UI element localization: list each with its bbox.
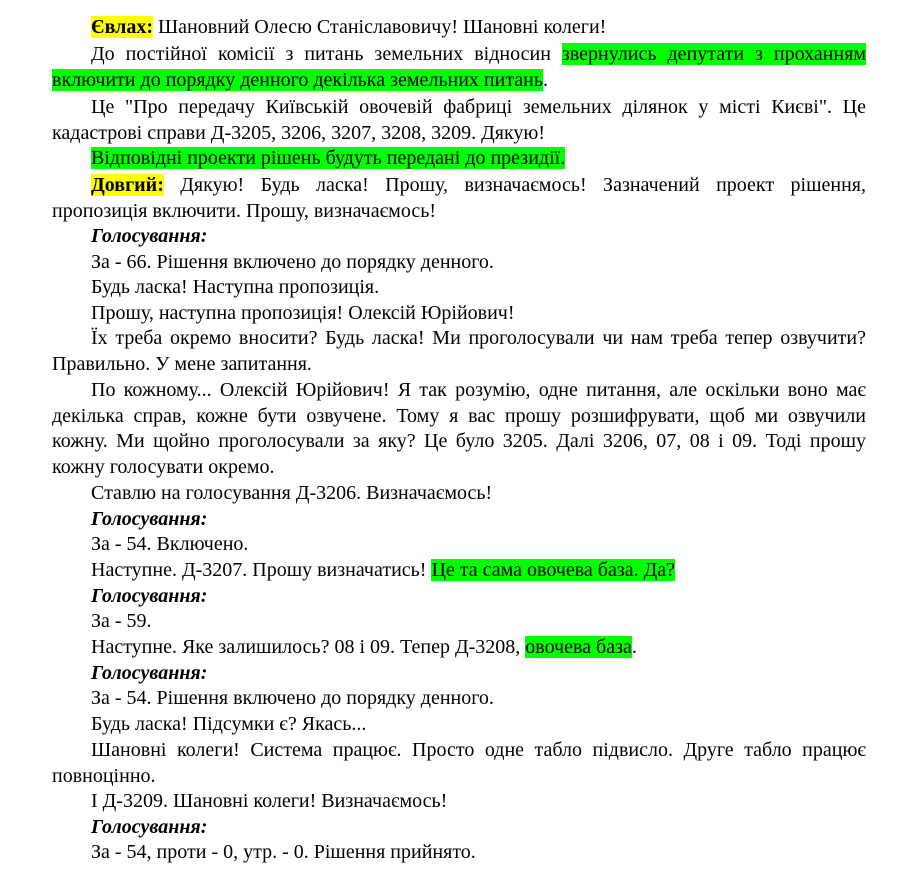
voting-heading: Голосування: — [91, 662, 208, 684]
vote-result: За - 54. Включено. — [91, 533, 249, 555]
green-highlight: звернулись депутати з проханням включити до порядку денного декілька земельних питань — [52, 43, 866, 91]
speaker-label: Євлах: — [91, 16, 153, 38]
green-highlight: овочева база — [525, 636, 632, 658]
paragraph-question: Їх треба окремо вносити? Будь ласка! Ми проголосували чи нам треба тепер озвучити? Правильно. У мене запитання. — [52, 327, 866, 375]
vote-result: За - 54. Рішення включено до порядку денного. — [91, 687, 494, 709]
voting-heading: Голосування: — [91, 508, 208, 530]
speaker-label: Довгий: — [91, 174, 164, 196]
voting-heading: Голосування: — [91, 816, 208, 838]
paragraph-evlakh-greeting: Євлах: Шановний Олесю Станіславовичу! Шановні колеги! — [91, 16, 607, 38]
paragraph-next-3207: Наступне. Д-3207. Прошу визначатись! Це та сама овочева база. Да? — [91, 559, 676, 581]
paragraph-next-proposal-2: Прошу, наступна пропозиція! Олексій Юрійович! — [91, 302, 515, 324]
voting-heading: Голосування: — [91, 225, 208, 247]
paragraph-next-3208: Наступне. Яке залишилось? 08 і 09. Тепер Д-3208, овочева база. — [91, 636, 637, 658]
vote-result: За - 66. Рішення включено до порядку денного. — [91, 251, 494, 273]
paragraph-vote-3206: Ставлю на голосування Д-3206. Визначаємось! — [91, 482, 493, 504]
green-highlight: Це та сама овочева база. Да? — [431, 559, 676, 581]
green-highlight: Відповідні проекти рішень будуть передані до президії. — [91, 147, 566, 169]
vote-result: За - 59. — [91, 610, 152, 632]
voting-heading: Голосування: — [91, 585, 208, 607]
paragraph-cadastral-cases: Це "Про передачу Київській овочевій фабриці земельних ділянок у місті Києві". Це кадастрові справи Д-3205, 3206, 3207, 3208, 3209. Дякую! — [52, 96, 866, 144]
paragraph-each-case: По кожному... Олексій Юрійович! Я так розумію, одне питання, але оскільки воно має декілька справ, кожне бути озвучене. Тому я вас прошу розшифрувати, щоб ми озвучили кожну. Ми щойно проголосували за яку? Це було 3205. Далі 3206, 07, 08 і 09. Тоді прошу кожну голосувати окремо. — [52, 379, 866, 478]
paragraph-commission-request: До постійної комісії з питань земельних відносин звернулись депутати з проханням включити до порядку денного декілька земельних питань. — [52, 43, 866, 91]
paragraph-drafts-transfer — [52, 146, 866, 172]
paragraph-dovhyi-speech: Довгий: Дякую! Будь ласка! Прошу, визначаємось! Зазначений проект рішення, пропозиція включити. Прошу, визначаємось! — [52, 174, 866, 222]
paragraph-system-works: Шановні колеги! Система працює. Просто одне табло підвисло. Друге табло працює повноцінно. — [52, 739, 866, 787]
vote-result-final: За - 54, проти - 0, утр. - 0. Рішення прийнято. — [91, 841, 476, 863]
paragraph-vote-3209: І Д-3209. Шановні колеги! Визначаємось! — [91, 790, 448, 812]
paragraph-next-proposal: Будь ласка! Наступна пропозиція. — [91, 276, 380, 298]
paragraph-summary-question: Будь ласка! Підсумки є? Якась... — [91, 713, 367, 735]
